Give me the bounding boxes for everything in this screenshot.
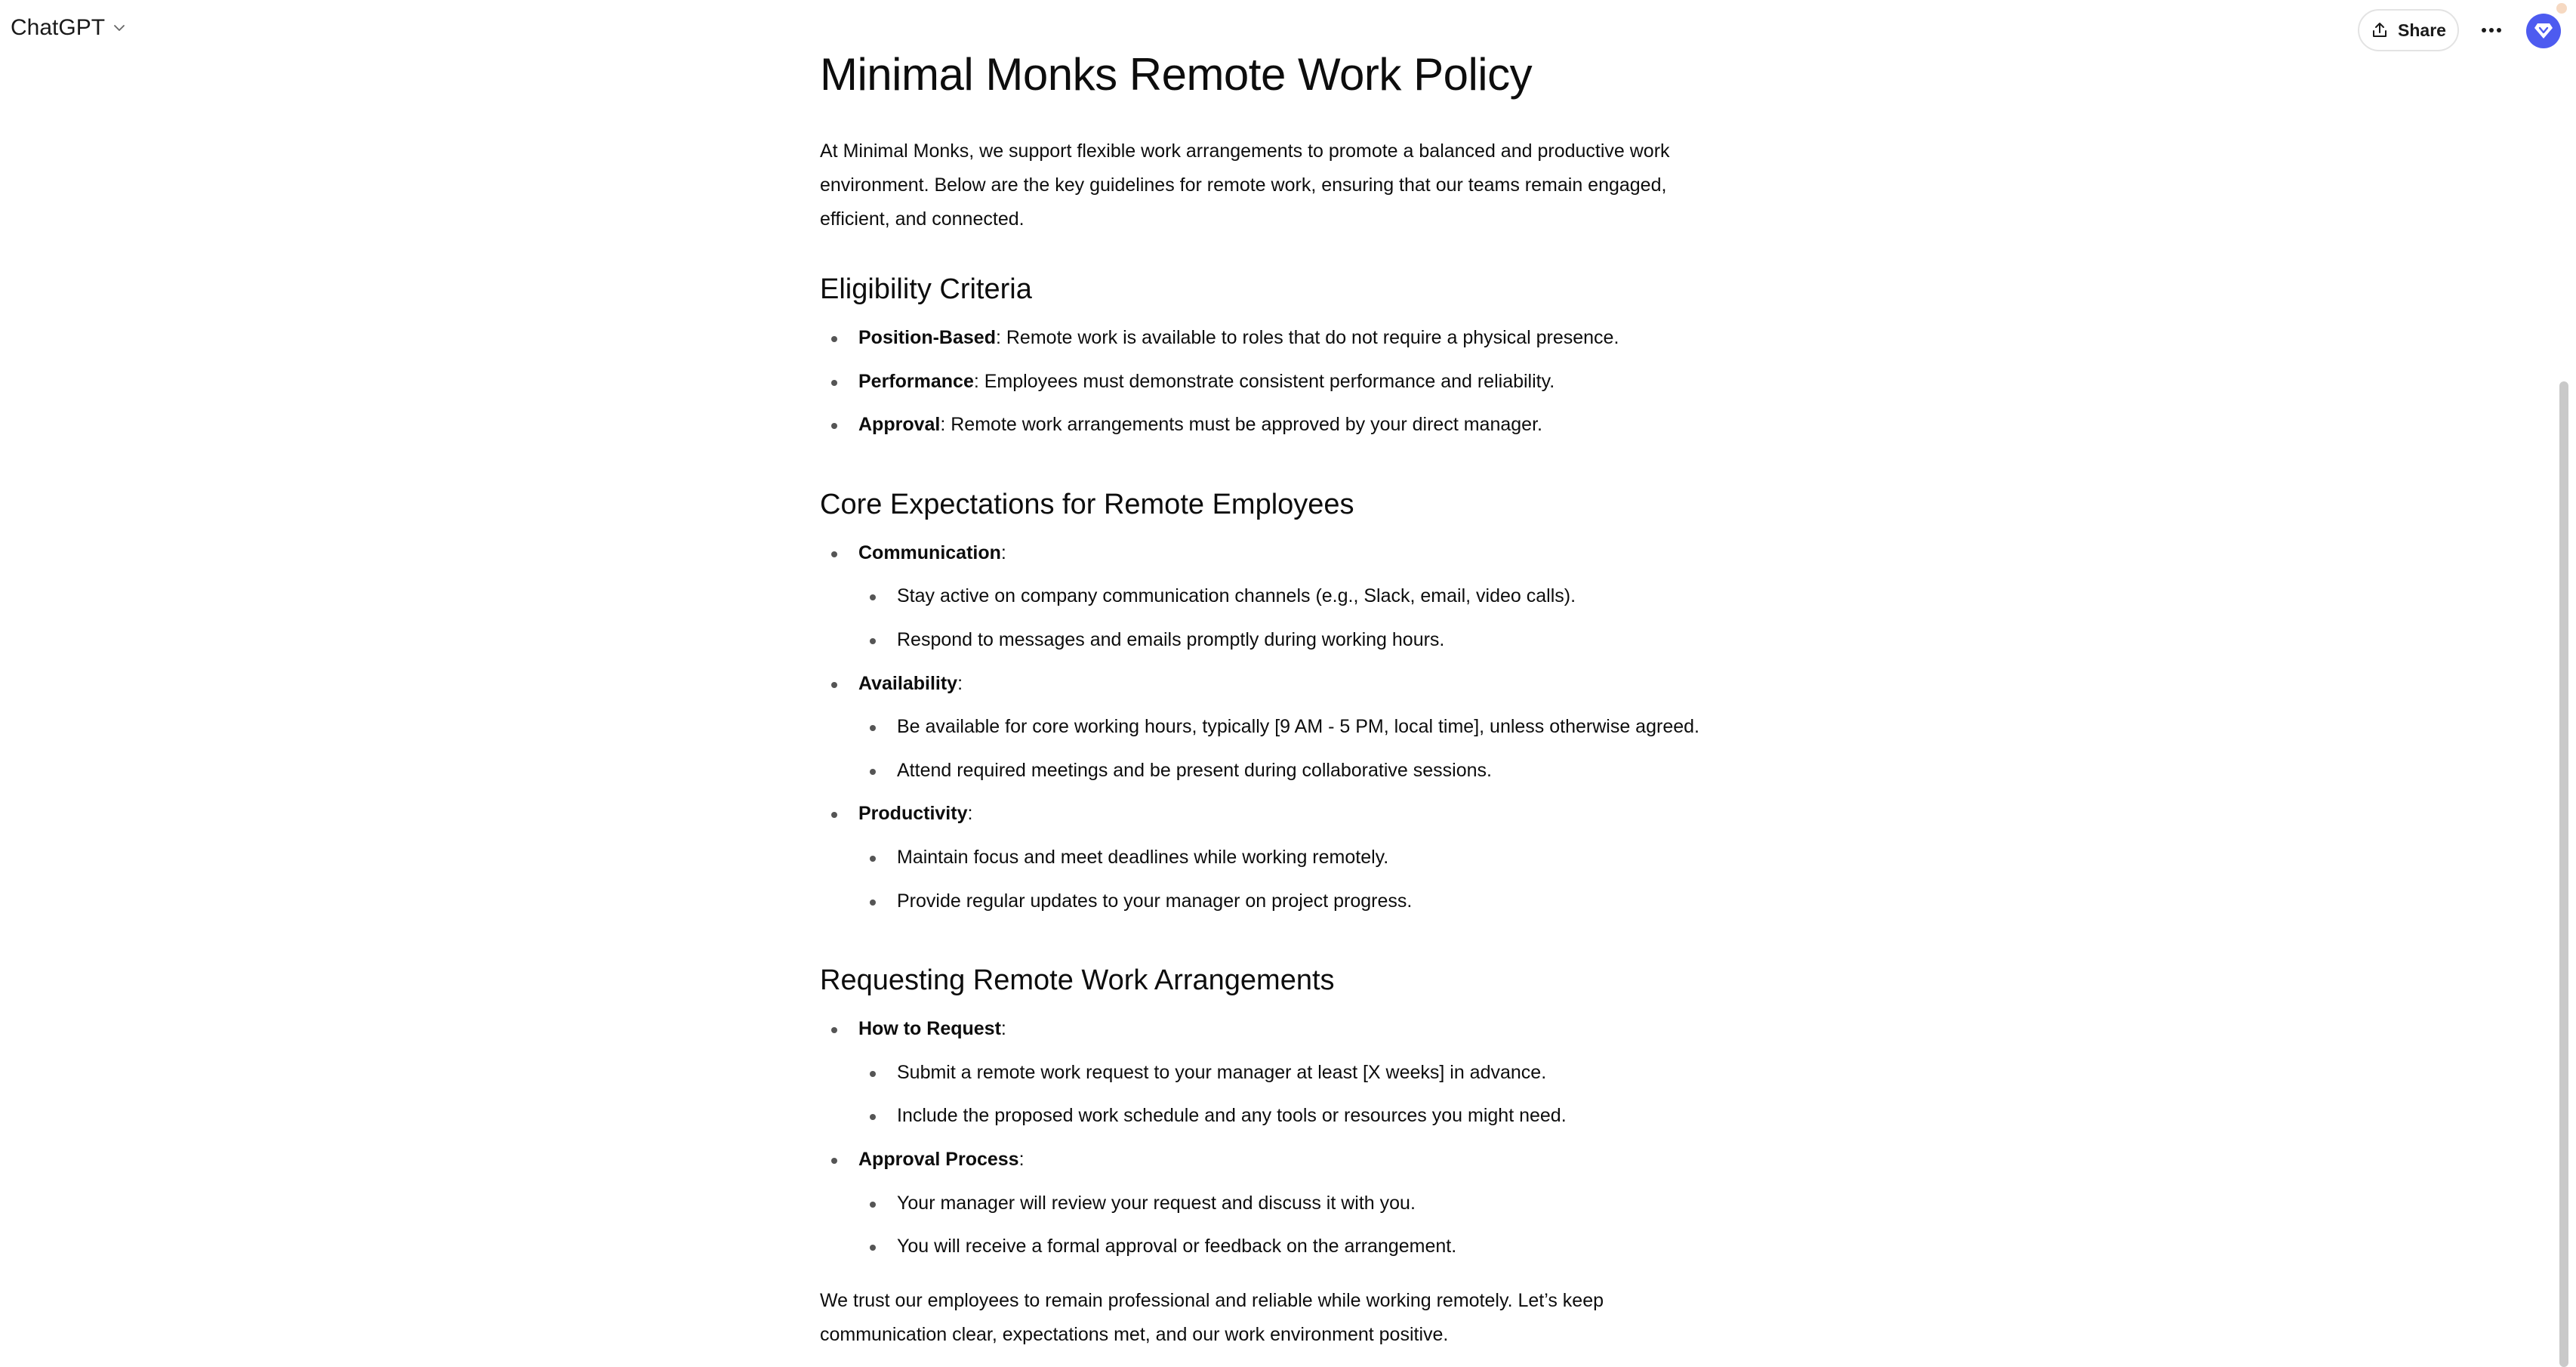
closing-paragraph: We trust our employees to remain professional and reliable while working remotely. Let’s keep communication clear, expectations met, and our work environment positive. [820, 1289, 1604, 1345]
sub-list-item: Be available for core working hours, typically [9 AM - 5 PM, local time], unless otherwise agreed. [858, 705, 1726, 749]
term: Approval [858, 414, 941, 436]
share-button[interactable] [2358, 9, 2459, 51]
sub-list-item: You will receive a formal approval or feedback on the arrangement. [858, 1225, 1726, 1269]
request-heading: Requesting Remote Work Arrangements [820, 964, 1335, 997]
notification-dot [2556, 3, 2567, 14]
diamond-icon [2534, 22, 2553, 40]
suffix: : [957, 672, 963, 694]
suffix: : [1018, 1148, 1025, 1170]
sub-list-item: Maintain focus and meet deadlines while working remotely. [858, 836, 1726, 880]
sub-list [858, 705, 1726, 792]
scrollbar[interactable] [2559, 381, 2568, 1367]
sub-list-item: Your manager will review your request and discuss it with you. [858, 1182, 1726, 1226]
suffix: : [967, 803, 973, 825]
term: Communication [858, 542, 1001, 563]
term: Availability [858, 672, 958, 694]
suffix: : [1000, 542, 1006, 563]
description: : Remote work is available to roles that do not require a physical presence. [995, 327, 1619, 348]
share-icon [2371, 21, 2389, 39]
intro-paragraph: At Minimal Monks, we support flexible work arrangements to promote a balanced and productive work environment. Below are the key guidelines for remote work, ensuring that our teams remain engaged, efficient, and connected. [820, 140, 1670, 230]
description: : Employees must demonstrate consistent performance and reliability. [973, 370, 1555, 392]
model-switcher[interactable] [11, 15, 126, 41]
more-options-button[interactable] [2473, 12, 2510, 48]
sub-list-item: Attend required meetings and be present during collaborative sessions. [858, 749, 1726, 793]
term: Position-Based [858, 327, 996, 348]
list-item [820, 1008, 1726, 1138]
sub-list-item: Include the proposed work schedule and any tools or resources you might need. [858, 1094, 1726, 1138]
sub-list [858, 1182, 1726, 1269]
core-expectations-list [820, 532, 1726, 923]
sub-list-item: Stay active on company communication channels (e.g., Slack, email, video calls). [858, 575, 1726, 619]
list-item [820, 662, 1726, 793]
app-name: ChatGPT [11, 15, 106, 40]
term: Approval Process [858, 1148, 1019, 1170]
list-item [820, 792, 1726, 923]
eligibility-heading: Eligibility Criteria [820, 273, 1032, 305]
share-label: Share [2398, 20, 2446, 40]
list-item [820, 360, 1726, 404]
term: Performance [858, 370, 974, 392]
description: : Remote work arrangements must be approved by your direct manager. [940, 414, 1542, 436]
list-item [820, 532, 1726, 662]
term: Productivity [858, 803, 968, 825]
eligibility-list [820, 316, 1726, 447]
more-icon [2481, 27, 2502, 33]
sub-list-item: Submit a remote work request to your manager at least [X weeks] in advance. [858, 1051, 1726, 1095]
list-item [820, 1138, 1726, 1269]
sub-list [858, 575, 1726, 662]
request-list [820, 1008, 1726, 1269]
core-expectations-heading: Core Expectations for Remote Employees [820, 488, 1354, 520]
document [820, 44, 1726, 1352]
list-item [820, 403, 1726, 447]
term: How to Request [858, 1018, 1001, 1040]
sub-list-item: Respond to messages and emails promptly during working hours. [858, 619, 1726, 662]
chevron-down-icon [112, 21, 126, 35]
sub-list-item: Provide regular updates to your manager on project progress. [858, 880, 1726, 924]
avatar[interactable] [2526, 14, 2561, 48]
sub-list [858, 1051, 1726, 1138]
page-title: Minimal Monks Remote Work Policy [820, 49, 1533, 100]
list-item [820, 316, 1726, 360]
sub-list [858, 836, 1726, 923]
suffix: : [1000, 1018, 1006, 1040]
